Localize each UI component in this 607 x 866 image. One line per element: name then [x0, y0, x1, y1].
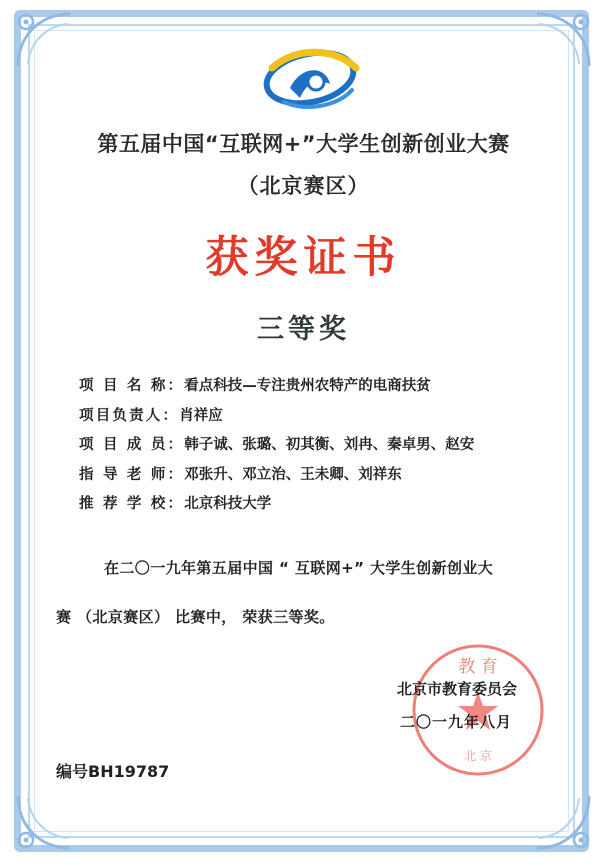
ornament-corner-icon: [10, 6, 80, 76]
field-advisors: [79, 465, 474, 495]
field-recommending-school: [79, 494, 474, 524]
award-statement-line2: 赛 （北京赛区） 比赛中， 荣获三等奖。: [56, 608, 335, 626]
ornament-corner-icon: [10, 786, 80, 856]
issuer-name: 北京市教育委员会: [397, 680, 518, 698]
seal-text-top: 教 育: [458, 657, 498, 677]
field-value: 韩子诚、张璐、初其衡、刘冉、秦卓男、赵安: [184, 437, 475, 453]
field-label: 项 目 成 员：: [79, 437, 185, 453]
award-statement-line1: 在二〇一九年第五届中国 “ 互联网+” 大学生创新创业大: [104, 559, 494, 577]
ornament-corner-icon: [527, 786, 597, 856]
certificate-number: 编号BH19787: [56, 762, 170, 781]
field-project-leader: [79, 406, 474, 436]
field-label: 指 导 老 师：: [79, 466, 185, 483]
issue-date: 二〇一九年八月: [400, 713, 513, 731]
seal-text-bottom: 北 京: [464, 749, 492, 763]
field-value: 北京科技大学: [184, 496, 272, 512]
ornament-corner-icon: [527, 6, 597, 76]
project-details: [79, 376, 474, 524]
field-label: 推 荐 学 校：: [79, 496, 185, 512]
field-value: 看点科技—专注贵州农特产的电商扶贫: [184, 378, 431, 394]
field-label: 项目负责人：: [79, 407, 180, 424]
field-label: 项 目 名 称：: [79, 378, 185, 394]
field-value: 肖祥应: [179, 407, 223, 424]
competition-logo-icon: [256, 38, 366, 118]
award-level: 三等奖: [257, 314, 350, 345]
field-project-members: [79, 435, 474, 465]
official-seal-icon: [408, 640, 548, 780]
competition-region: （北京赛区）: [237, 174, 370, 198]
field-value: 邓张升、邓立治、王未卿、刘祥东: [184, 466, 402, 483]
competition-title: 第五届中国“互联网+”大学生创新创业大赛: [97, 132, 510, 156]
field-project-name: [79, 376, 474, 406]
certificate-title: 获奖证书: [205, 233, 402, 283]
